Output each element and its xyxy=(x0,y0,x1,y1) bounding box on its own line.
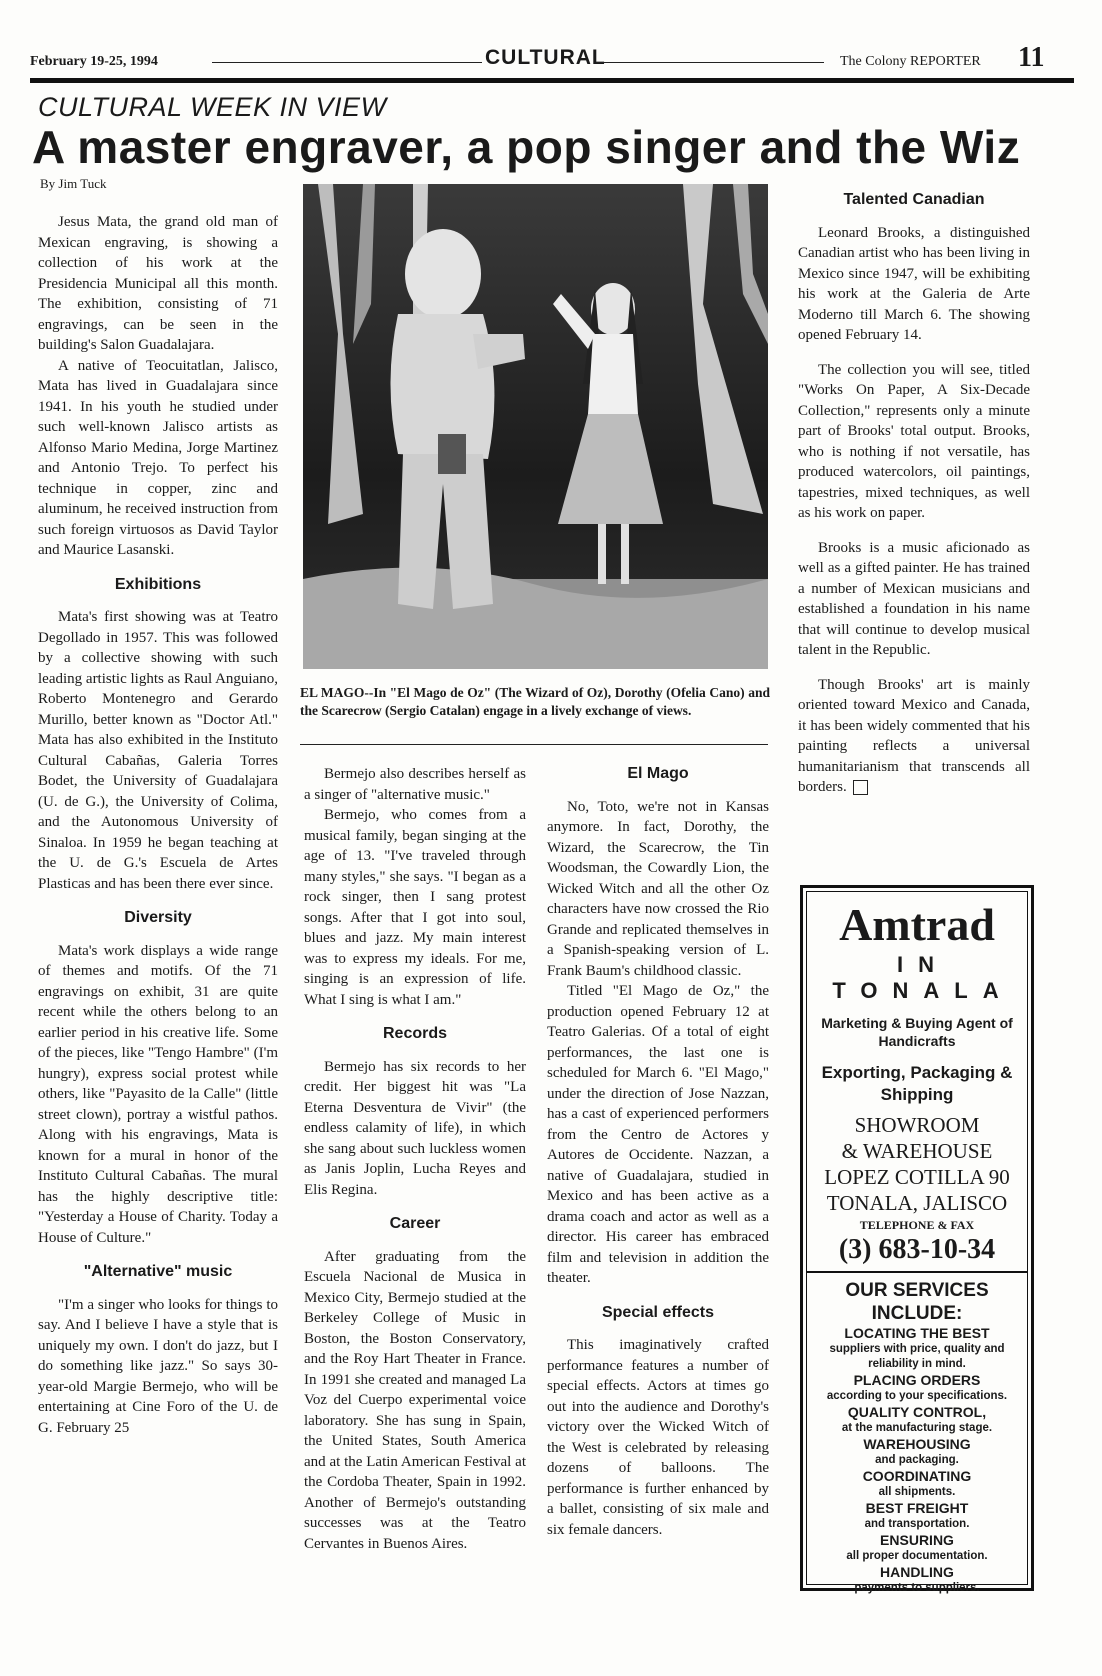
ad-exporting: Exporting, Packaging & Shipping xyxy=(821,1063,1013,1104)
ad-telephone: (3) 683-10-34 xyxy=(838,1234,996,1265)
subhead-alternative-music: "Alternative" music xyxy=(83,1263,233,1280)
paragraph: After graduating from the Escuela Nacional de Musica in Mexico City, Bermejo studied at the Berkeley College of Music in Boston, the Boston Conservatory, and the Roy Hart Theater in France. In 1991 she created and managed La Voz del Cuerpo experimental voice laboratory. She has sung in Spain, the United States, South America and at the Latin American Festival at the Cordoba Theater, Spain in 1992. Another of Bermejo's outstanding successes was at the Teatro Cervantes in Buenos Aires. xyxy=(304,1248,526,1552)
paragraph: Mata's first showing was at Teatro Degollado in 1957. This was followed by a collective showing with such leading artistic lights as Raul Anguiano, Roberto Montenegro and Gerardo Murillo, better known as "Doctor Atl." Mata has also exhibited in the Instituto Cultural Cabañas, Galeria Torres Bodet, the University of Guadalajara (U. de G.), the University of Colima, and the Autonomous University of Sinaloa. In 1959 he began teaching at the U. de G.'s Escuela de Artes Plasticas and has been there ever since. xyxy=(38,609,278,892)
subhead-exhibitions: Exhibitions xyxy=(114,575,202,593)
service-description: payments to suppliers. xyxy=(854,1582,980,1594)
subhead-special-effects: Special effects xyxy=(601,1303,715,1321)
service-description: and transportation. xyxy=(864,1518,970,1530)
newspaper-name: The Colony REPORTER xyxy=(840,54,981,69)
kicker: CULTURAL WEEK IN VIEW xyxy=(38,92,387,122)
section-name: CULTURAL xyxy=(485,46,606,69)
ad-town: TONALA, JALISCO xyxy=(826,1191,1008,1215)
masthead-heavy-rule xyxy=(30,78,1074,83)
ad-divider xyxy=(807,1271,1027,1273)
masthead xyxy=(30,42,1074,82)
service-description: according to your specifications. xyxy=(826,1390,1008,1402)
article-column-2 xyxy=(304,764,526,1554)
article-column-4 xyxy=(798,186,1030,812)
paragraph: Jesus Mata, the grand old man of Mexican engraving, is showing a collection of his work at the Presidencia Municipal all this month. The exhibition, consisting of 71 engravings, can be seen in the building's Salon Guadalajara. xyxy=(38,214,278,353)
service-description: and packaging. xyxy=(875,1454,959,1466)
issue-date: February 19-25, 1994 xyxy=(30,54,158,69)
ad-services-title: OUR SERVICES INCLUDE: xyxy=(845,1280,989,1324)
service-description: at the manufacturing stage. xyxy=(841,1422,993,1434)
subhead-records: Records xyxy=(382,1025,448,1042)
paragraph: Mata's work displays a wide range of themes and motifs. Of the 71 engravings on exhibit, 31 are quite recent while the others belong to an earlier period in his creative life. Some of the pieces, like "Tengo Hambre" (I'm hungry), express social protest while others, like "Payasito de la Calle" (little street clown), portray a wistful pathos. Along with his engravings, Mata is known for a mural in honor of the Instituto Cultural Cabañas. The mural has the highly descriptive title: "Yesterday a House of Charity. Today a House of Culture." xyxy=(38,942,278,1246)
paragraph xyxy=(798,675,1030,798)
subhead-talented-canadian: Talented Canadian xyxy=(843,191,985,208)
service-heading: PLACING ORDERS xyxy=(853,1372,981,1388)
paragraph-text: Though Brooks' art is mainly oriented toward Mexico and Canada, it has been widely commented that his painting reflects a universal humanitarianism that transcends all borders. xyxy=(798,676,1030,795)
paragraph: Titled "El Mago de Oz," the production opened February 12 at Teatro Galerias. Of a total of eight performances, the last one is scheduled for March 6. "El Mago," under the direction of Jose Nazzan, has a cast of experienced performers from the Centro de Actores y Autores de Occidente. Nazzan, a native of Guadalajara, studied in Mexico and has been active as a drama coach and actor as well as a director. His career has embraced film and television in addition the theater. xyxy=(547,983,769,1286)
paragraph: This imaginatively crafted performance features a number of special effects. Actors at times go out into the audience and Dorothy's victory over the Wicked Witch of the West is celebrated by releasing dozens of balloons. The performance is further enhanced by a ballet, consisting of six male and six female dancers. xyxy=(547,1337,769,1538)
end-mark-icon xyxy=(853,780,868,795)
photo-caption: EL MAGO--In "El Mago de Oz" (The Wizard of Oz), Dorothy (Ofelia Cano) and the Scarecrow (Sergio Catalan) engage in a lively exchange of views. xyxy=(300,685,770,718)
service-heading: HANDLING xyxy=(880,1564,954,1580)
paragraph: Bermejo, who comes from a musical family, began singing at the age of 13. "I've traveled through many styles," she says. "I began as a rock singer, then I sang protest songs. After that I got into soul, blues and jazz. My main interest was to express my ideals. For me, singing is an expression of life. What I sing is what I am." xyxy=(304,807,526,1008)
paragraph: Bermejo has six records to her credit. Her biggest hit was "La Eterna Desventura de Vivir" (the endless calamity of life), in which she sang about such luckless women as Janis Joplin, Lucha Reyes and Elis Regina. xyxy=(304,1058,526,1198)
ad-showroom: SHOWROOM xyxy=(854,1113,980,1137)
service-heading: QUALITY CONTROL, xyxy=(847,1404,987,1420)
article-column-1 xyxy=(38,212,278,1438)
paragraph: Leonard Brooks, a distinguished Canadian artist who has been living in Mexico since 1947, will be exhibiting his work at the Galeria de Arte Moderno till March 6. The showing opened February 14. xyxy=(798,224,1030,343)
article-column-3 xyxy=(547,764,769,1540)
masthead-rule-right xyxy=(596,62,824,63)
amtrad-advertisement xyxy=(800,885,1034,1594)
paragraph: The collection you will see, titled "Works On Paper, A Six-Decade Collection," represents only a minute part of Brooks' total output. Brooks, who is nothing if not versatile, has produced watercolors, oil paintings, tapestries, mixed techniques, as well as his work on paper. xyxy=(798,361,1030,521)
service-heading: BEST FREIGHT xyxy=(865,1500,969,1516)
subhead-career: Career xyxy=(389,1215,441,1232)
service-description: suppliers with price, quality and reliability in mind. xyxy=(829,1343,1005,1370)
ad-marketing: Marketing & Buying Agent of Handicrafts xyxy=(821,1015,1013,1049)
ad-company-name: Amtrad xyxy=(839,899,995,950)
service-heading: LOCATING THE BEST xyxy=(844,1325,990,1341)
ad-inner-frame xyxy=(806,891,1028,1594)
subhead-el-mago: El Mago xyxy=(627,765,689,782)
service-heading: ENSURING xyxy=(880,1532,954,1548)
page-number: 11 xyxy=(1018,42,1045,73)
headline: A master engraver, a pop singer and the Wiz xyxy=(32,121,1021,173)
ad-telephone-label: TELEPHONE & FAX xyxy=(859,1218,975,1232)
paragraph: Bermejo also describes herself as a singer of "alternative music." xyxy=(304,766,526,803)
paragraph: No, Toto, we're not in Kansas anymore. In fact, Dorothy, the Wizard, the Scarecrow, the Tin Woodsman, the Cowardly Lion, the Wicked Witch and all the other Oz characters have now crossed the Rio Grande and replicated themselves in a Spanish-speaking version of L. Frank Baum's childhood classic. xyxy=(547,798,769,979)
ad-street: LOPEZ COTILLA 90 xyxy=(824,1165,1010,1189)
caption-rule xyxy=(300,744,768,745)
ad-warehouse: & WAREHOUSE xyxy=(841,1139,993,1163)
paragraph: A native of Teocuitatlan, Jalisco, Mata has lived in Guadalajara since 1941. In his youth he studied under such well-known Jalisco artists as Alfonso Mario Medina, Jorge Martinez and Antonio Trejo. To perfect his technique in copper, zinc and aluminum, he received instruction from such foreign virtuosos as David Taylor and Maurice Lasanski. xyxy=(38,357,278,558)
service-heading: COORDINATING xyxy=(862,1468,972,1484)
service-description: all shipments. xyxy=(878,1486,956,1498)
photo-illustration xyxy=(303,184,768,669)
service-heading: WAREHOUSING xyxy=(863,1436,971,1452)
subhead-diversity: Diversity xyxy=(124,909,192,926)
masthead-rule-left xyxy=(212,62,482,63)
paragraph: Brooks is a music aficionado as well as a gifted painter. He has trained a number of Mexican musicians and established a foundation in his name that will continue to develop musical talent in the Republic. xyxy=(798,539,1030,658)
paragraph: "I'm a singer who looks for things to say. And I believe I have a style that is uniquely my own. I don't do jazz, but I do something like jazz." So says 30-year-old Margie Bermejo, who will be entertaining at Cine Foro of the U. de G. February 25 xyxy=(38,1296,278,1436)
service-description: all proper documentation. xyxy=(846,1550,988,1562)
stage-photo xyxy=(303,184,768,669)
byline: By Jim Tuck xyxy=(40,176,107,191)
ad-city: IN TONALA xyxy=(832,952,1014,1003)
